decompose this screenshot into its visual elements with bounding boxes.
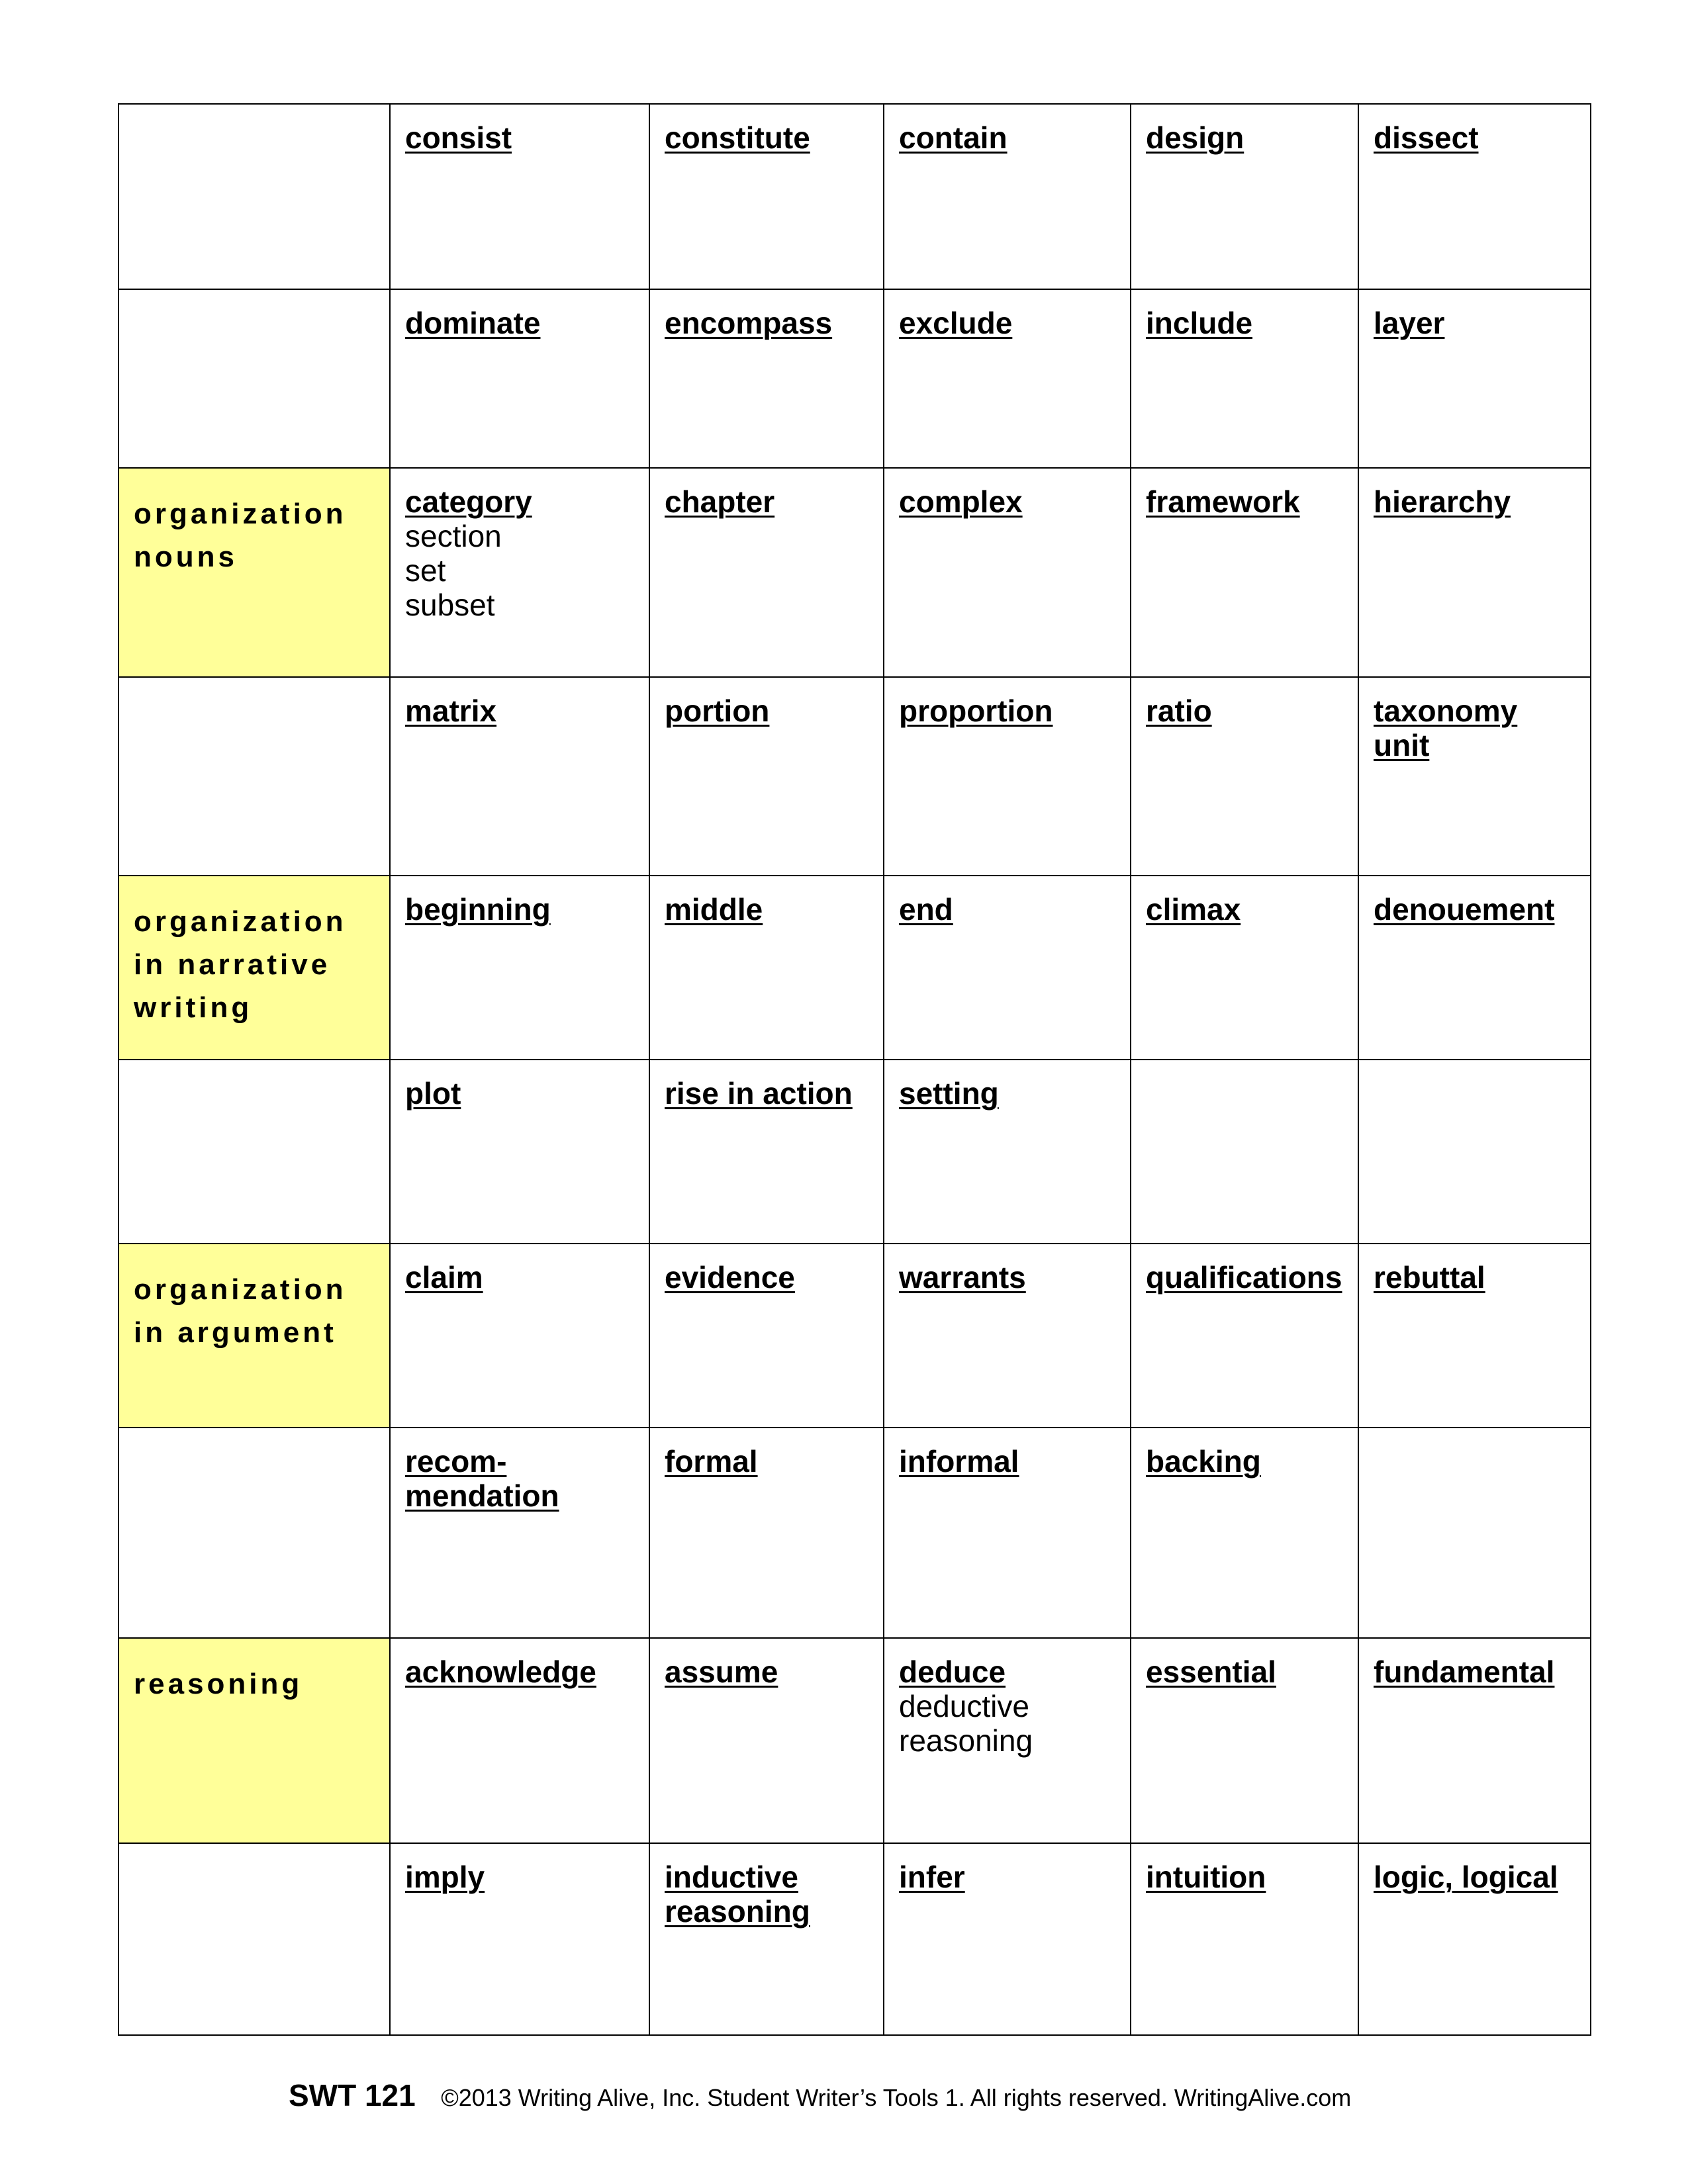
- vocab-term: infer: [899, 1860, 965, 1894]
- term-cell: [390, 1244, 649, 1428]
- term-cell: [649, 677, 884, 876]
- category-label: organization in narrative writing: [134, 905, 347, 1024]
- category-cell: [118, 876, 390, 1060]
- table-row: [118, 1638, 1591, 1843]
- term-cell: [884, 468, 1131, 677]
- vocab-term: imply: [405, 1860, 485, 1894]
- vocab-subterm: reasoning: [899, 1723, 1033, 1758]
- term-cell: [390, 1843, 649, 2035]
- term-cell: [649, 1428, 884, 1638]
- vocab-term: design: [1146, 120, 1244, 155]
- vocab-term: climax: [1146, 892, 1241, 927]
- table-row: [118, 289, 1591, 468]
- vocab-term: acknowledge: [405, 1655, 596, 1689]
- vocab-term: deduce: [899, 1655, 1006, 1689]
- vocab-term: backing: [1146, 1444, 1261, 1479]
- term-cell: [390, 1428, 649, 1638]
- vocab-term: chapter: [665, 484, 775, 519]
- term-cell: [1358, 1428, 1591, 1638]
- term-cell: [1131, 1060, 1358, 1244]
- vocab-term: informal: [899, 1444, 1019, 1479]
- term-cell: [1358, 289, 1591, 468]
- term-cell: [884, 289, 1131, 468]
- term-cell: [884, 1244, 1131, 1428]
- vocab-term: claim: [405, 1260, 483, 1295]
- vocab-term: encompass: [665, 306, 833, 340]
- term-cell: [1131, 1428, 1358, 1638]
- term-cell: [1358, 1843, 1591, 2035]
- vocab-term: ratio: [1146, 694, 1212, 728]
- term-cell: [390, 876, 649, 1060]
- vocab-term: rise in action: [665, 1076, 853, 1111]
- page-footer: [289, 2074, 1351, 2124]
- vocab-subterm: section: [405, 519, 502, 553]
- term-cell: [390, 289, 649, 468]
- vocabulary-table: [118, 103, 1591, 2036]
- term-cell: [884, 1638, 1131, 1843]
- footer-copyright: ©2013 Writing Alive, Inc. Student Writer’s Tools 1. All rights reserved. WritingAlive.com: [441, 2084, 1352, 2111]
- category-label: organization in argument: [134, 1273, 347, 1349]
- term-cell: [884, 1428, 1131, 1638]
- term-cell: [1131, 677, 1358, 876]
- vocab-subterm: set: [405, 553, 446, 588]
- vocab-term: rebuttal: [1374, 1260, 1485, 1295]
- term-cell: [649, 289, 884, 468]
- vocab-term: exclude: [899, 306, 1013, 340]
- vocab-term: proportion: [899, 694, 1053, 728]
- vocab-term: dissect: [1374, 120, 1479, 155]
- term-cell: [884, 876, 1131, 1060]
- term-cell: [884, 677, 1131, 876]
- category-cell: [118, 677, 390, 876]
- vocab-term: plot: [405, 1076, 461, 1111]
- category-cell: [118, 104, 390, 289]
- vocab-subterm: deductive: [899, 1689, 1029, 1723]
- term-cell: [1358, 468, 1591, 677]
- term-cell: [390, 104, 649, 289]
- vocab-term: taxonomy: [1374, 694, 1518, 728]
- category-cell: [118, 468, 390, 677]
- table-row: [118, 677, 1591, 876]
- vocab-term: inductive: [665, 1860, 798, 1894]
- category-cell: [118, 1244, 390, 1428]
- vocab-term: portion: [665, 694, 770, 728]
- category-label: organization nouns: [134, 498, 347, 573]
- term-cell: [884, 1843, 1131, 2035]
- vocab-term: category: [405, 484, 532, 519]
- vocab-term: evidence: [665, 1260, 795, 1295]
- category-cell: [118, 1060, 390, 1244]
- table-row: [118, 1428, 1591, 1638]
- vocab-term: beginning: [405, 892, 551, 927]
- term-cell: [649, 1244, 884, 1428]
- category-cell: [118, 1638, 390, 1843]
- vocab-term: reasoning: [665, 1894, 810, 1929]
- table-row: [118, 1244, 1591, 1428]
- vocab-term: logic, logical: [1374, 1860, 1558, 1894]
- term-cell: [649, 1638, 884, 1843]
- vocab-term: warrants: [899, 1260, 1026, 1295]
- vocab-term: dominate: [405, 306, 541, 340]
- vocab-term: unit: [1374, 728, 1430, 762]
- vocab-term: formal: [665, 1444, 758, 1479]
- vocab-term: include: [1146, 306, 1253, 340]
- term-cell: [649, 876, 884, 1060]
- term-cell: [884, 1060, 1131, 1244]
- table-row: [118, 1843, 1591, 2035]
- term-cell: [649, 1843, 884, 2035]
- category-cell: [118, 1843, 390, 2035]
- vocab-term: contain: [899, 120, 1008, 155]
- term-cell: [1131, 1843, 1358, 2035]
- term-cell: [1358, 104, 1591, 289]
- vocab-subterm: subset: [405, 588, 495, 622]
- category-cell: [118, 289, 390, 468]
- vocab-term: recom-: [405, 1444, 507, 1479]
- term-cell: [1358, 1638, 1591, 1843]
- category-cell: [118, 1428, 390, 1638]
- vocab-term: matrix: [405, 694, 497, 728]
- vocabulary-table-body: [118, 104, 1591, 2035]
- category-label: reasoning: [134, 1668, 303, 1700]
- vocab-term: constitute: [665, 120, 810, 155]
- vocab-term: assume: [665, 1655, 778, 1689]
- table-row: [118, 104, 1591, 289]
- term-cell: [1131, 876, 1358, 1060]
- term-cell: [1358, 677, 1591, 876]
- vocab-term: mendation: [405, 1479, 559, 1513]
- term-cell: [649, 104, 884, 289]
- vocab-term: framework: [1146, 484, 1300, 519]
- vocab-term: qualifications: [1146, 1260, 1342, 1295]
- term-cell: [390, 677, 649, 876]
- term-cell: [1131, 289, 1358, 468]
- vocab-term: end: [899, 892, 953, 927]
- term-cell: [1131, 1244, 1358, 1428]
- vocab-term: consist: [405, 120, 512, 155]
- vocab-term: setting: [899, 1076, 999, 1111]
- term-cell: [649, 468, 884, 677]
- term-cell: [1358, 876, 1591, 1060]
- vocab-term: intuition: [1146, 1860, 1266, 1894]
- term-cell: [1358, 1244, 1591, 1428]
- footer-page-code: SWT 121: [289, 2078, 416, 2113]
- vocab-term: middle: [665, 892, 763, 927]
- term-cell: [390, 468, 649, 677]
- term-cell: [1358, 1060, 1591, 1244]
- term-cell: [884, 104, 1131, 289]
- vocab-term: fundamental: [1374, 1655, 1555, 1689]
- term-cell: [1131, 1638, 1358, 1843]
- table-row: [118, 468, 1591, 677]
- vocab-term: hierarchy: [1374, 484, 1511, 519]
- term-cell: [649, 1060, 884, 1244]
- term-cell: [390, 1638, 649, 1843]
- table-row: [118, 1060, 1591, 1244]
- term-cell: [1131, 104, 1358, 289]
- vocab-term: complex: [899, 484, 1023, 519]
- vocab-term: essential: [1146, 1655, 1276, 1689]
- term-cell: [1131, 468, 1358, 677]
- vocab-term: denouement: [1374, 892, 1555, 927]
- vocab-term: layer: [1374, 306, 1445, 340]
- term-cell: [390, 1060, 649, 1244]
- table-row: [118, 876, 1591, 1060]
